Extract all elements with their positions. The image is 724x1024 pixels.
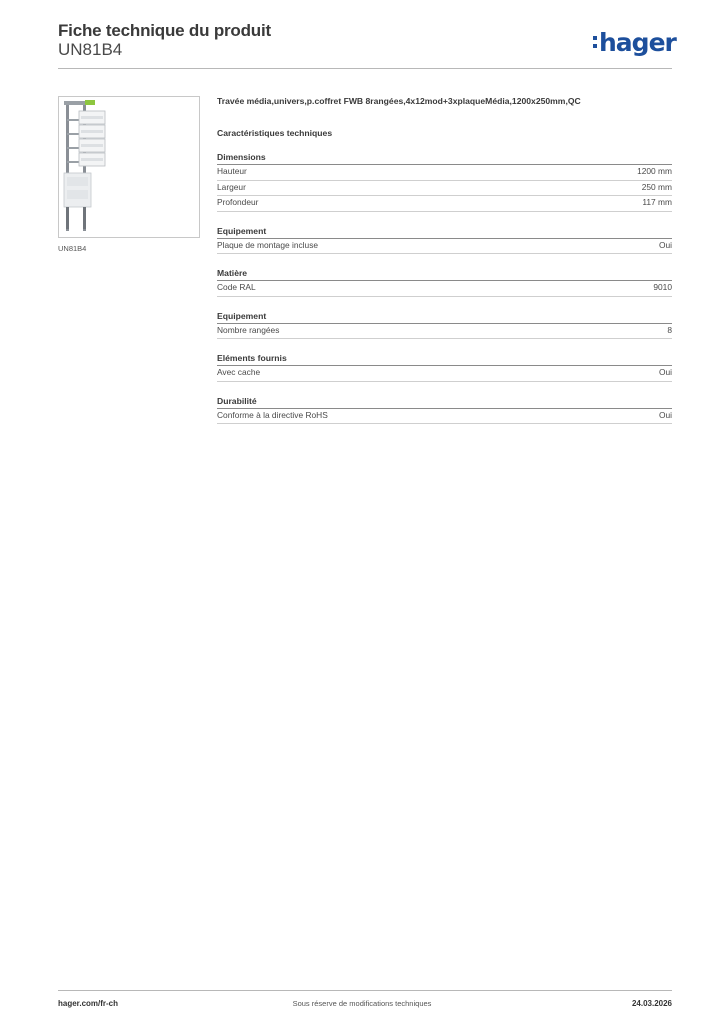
section-title: Durabilité xyxy=(217,396,672,409)
spec-label: Largeur xyxy=(217,181,246,192)
spec-row xyxy=(217,181,672,197)
header-divider xyxy=(58,68,672,69)
section-title: Dimensions xyxy=(217,152,672,165)
spec-label: Code RAL xyxy=(217,282,256,292)
section-elements-fournis xyxy=(217,353,672,382)
spec-value: 117 mm xyxy=(642,197,672,207)
spec-value: 8 xyxy=(667,324,672,335)
spec-label: Profondeur xyxy=(217,197,259,207)
spec-label: Avec cache xyxy=(217,367,261,377)
spec-value: 250 mm xyxy=(641,181,672,192)
spec-value: Oui xyxy=(658,367,672,377)
spec-label: Conforme à la directive RoHS xyxy=(217,409,328,420)
product-code: UN81B4 xyxy=(58,40,123,59)
image-caption: UN81B4 xyxy=(58,244,87,253)
spec-value: Oui xyxy=(658,239,672,250)
spec-label: Nombre rangées xyxy=(217,324,280,335)
section-title: Equipement xyxy=(217,311,672,324)
spec-row xyxy=(217,324,672,340)
page-title: Fiche technique du produit xyxy=(58,21,271,40)
spec-row xyxy=(217,409,672,425)
spec-value: 9010 xyxy=(653,282,672,292)
spec-row xyxy=(217,196,672,212)
logo-text: hager xyxy=(599,28,676,57)
footer-website-link[interactable]: hager.com/fr-ch xyxy=(58,999,119,1008)
section-title: Equipement xyxy=(217,226,672,239)
spec-value: 1200 mm xyxy=(637,166,672,176)
hager-logo xyxy=(593,28,676,57)
spec-value: Oui xyxy=(658,409,672,420)
media-bay-illustration xyxy=(59,97,199,237)
footer-divider xyxy=(58,990,672,991)
section-title: Eléments fournis xyxy=(217,353,672,366)
product-image xyxy=(58,96,200,238)
spec-row xyxy=(217,165,672,181)
section-matiere xyxy=(217,268,672,297)
footer-note: Sous réserve de modifications techniques xyxy=(292,999,432,1008)
footer-date: 24.03.2026 xyxy=(631,999,672,1008)
spec-row xyxy=(217,239,672,255)
technical-data xyxy=(217,96,672,424)
section-equipement-rows xyxy=(217,311,672,340)
section-title: Matière xyxy=(217,268,672,281)
logo-colon-icon xyxy=(593,34,598,50)
spec-row xyxy=(217,281,672,297)
section-equipement xyxy=(217,226,672,255)
section-dimensions xyxy=(217,152,672,212)
section-durabilite xyxy=(217,396,672,425)
spec-label: Hauteur xyxy=(217,166,247,176)
spec-label: Plaque de montage incluse xyxy=(217,239,319,250)
product-description: Travée média,univers,p.coffret FWB 8rangées,4x12mod+3xplaqueMédia,1200x250mm,QC xyxy=(217,96,581,106)
characteristics-heading: Caractéristiques techniques xyxy=(217,128,333,138)
spec-row xyxy=(217,366,672,382)
